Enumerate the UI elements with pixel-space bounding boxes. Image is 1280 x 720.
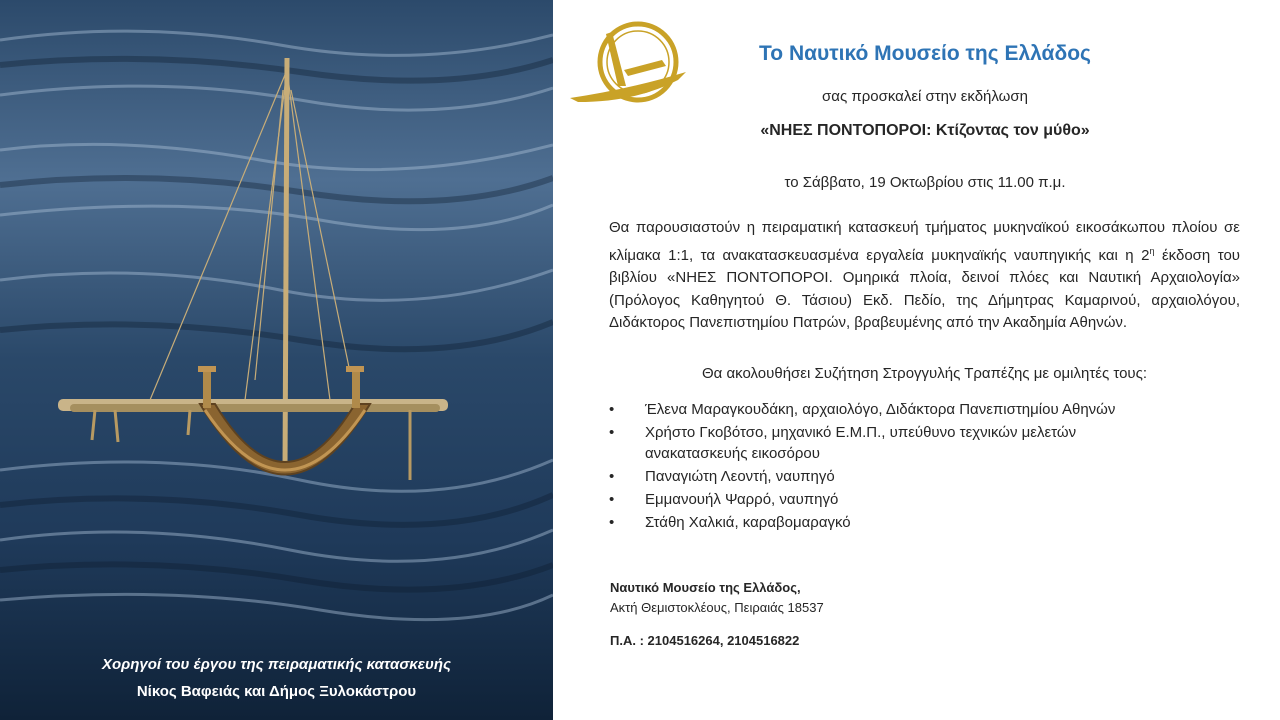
roundtable-intro: Θα ακολουθήσει Συζήτηση Στρογγυλής Τραπέζης με ομιλητές τους: (701, 365, 1148, 382)
event-date: το Σάββατο, 19 Οκτωβρίου στις 11.00 π.μ. (784, 174, 1066, 191)
bullet-icon: • (609, 401, 615, 418)
museum-name: Ναυτικό Μουσείο της Ελλάδος, (610, 580, 801, 595)
museum-ship-logo-icon (566, 20, 694, 104)
edition-superscript: η (1149, 245, 1155, 256)
description-paragraph (609, 217, 1240, 335)
description-part-2: έκδοση του βιβλίου «ΝΗΕΣ ΠΟΝΤΟΠΟΡΟΙ. Ομηρικά πλοία, δεινοί πλόες και Ναυτική Αρχαιολογία» (Πρόλογος Καθηγητού Θ. Τάσιου) Εκδ. Πεδίο, της Δήμητρας Καμαρινού, αρχαιολόγου, Διδάκτορος Πανεπιστημίου Πατρών, βραβευμένης από την Ακαδημία Αθηνών. (609, 246, 1240, 331)
ship-photo (0, 0, 553, 720)
bullet-icon: • (609, 424, 615, 441)
list-item (603, 399, 1163, 420)
list-item (603, 466, 1163, 487)
speaker-name: Εμμανουήλ Ψαρρό, ναυπηγό (645, 491, 839, 508)
speaker-name: Στάθη Χαλκιά, καραβομαραγκό (645, 514, 851, 531)
bullet-icon: • (609, 491, 615, 508)
list-item (603, 489, 1163, 510)
sea-ship-image (0, 0, 553, 720)
description-part-1: Θα παρουσιαστούν η πειραματική κατασκευή τμήματος μυκηναϊκού εικοσάκωπου πλοίου σε κλίμακα 1:1, τα ανακατασκευασμένα εργαλεία μυκηναϊκής ναυπηγικής και η 2 (609, 219, 1240, 264)
museum-phone: Π.Α. : 2104516264, 2104516822 (610, 633, 800, 648)
bullet-icon: • (609, 514, 615, 531)
invite-line: σας προσκαλεί στην εκδήλωση (822, 88, 1028, 105)
speaker-name: Παναγιώτη Λεοντή, ναυπηγό (645, 468, 835, 485)
list-item (603, 422, 1163, 464)
event-title: «ΝΗΕΣ ΠΟΝΤΟΠΟΡΟΙ: Κτίζοντας τον μύθο» (760, 122, 1090, 139)
speaker-name: Έλενα Μαραγκουδάκη, αρχαιολόγο, Διδάκτορα Πανεπιστημίου Αθηνών (645, 401, 1116, 418)
museum-address: Ακτή Θεμιστοκλέους, Πειραιάς 18537 (610, 600, 824, 615)
sponsor-line-2: Νίκος Βαφειάς και Δήμος Ξυλοκάστρου (136, 683, 417, 700)
page-title: Το Ναυτικό Μουσείο της Ελλάδος (759, 42, 1091, 65)
sponsor-line-1: Χορηγοί του έργου της πειραματικής κατασκευής (102, 656, 451, 673)
speaker-name: Χρήστο Γκοβότσο, μηχανικό Ε.Μ.Π., υπεύθυνο τεχνικών μελετών ανακατασκευής εικοσόρου (645, 424, 1077, 462)
list-item (603, 512, 1163, 533)
speakers-list (603, 399, 1163, 535)
bullet-icon: • (609, 468, 615, 485)
